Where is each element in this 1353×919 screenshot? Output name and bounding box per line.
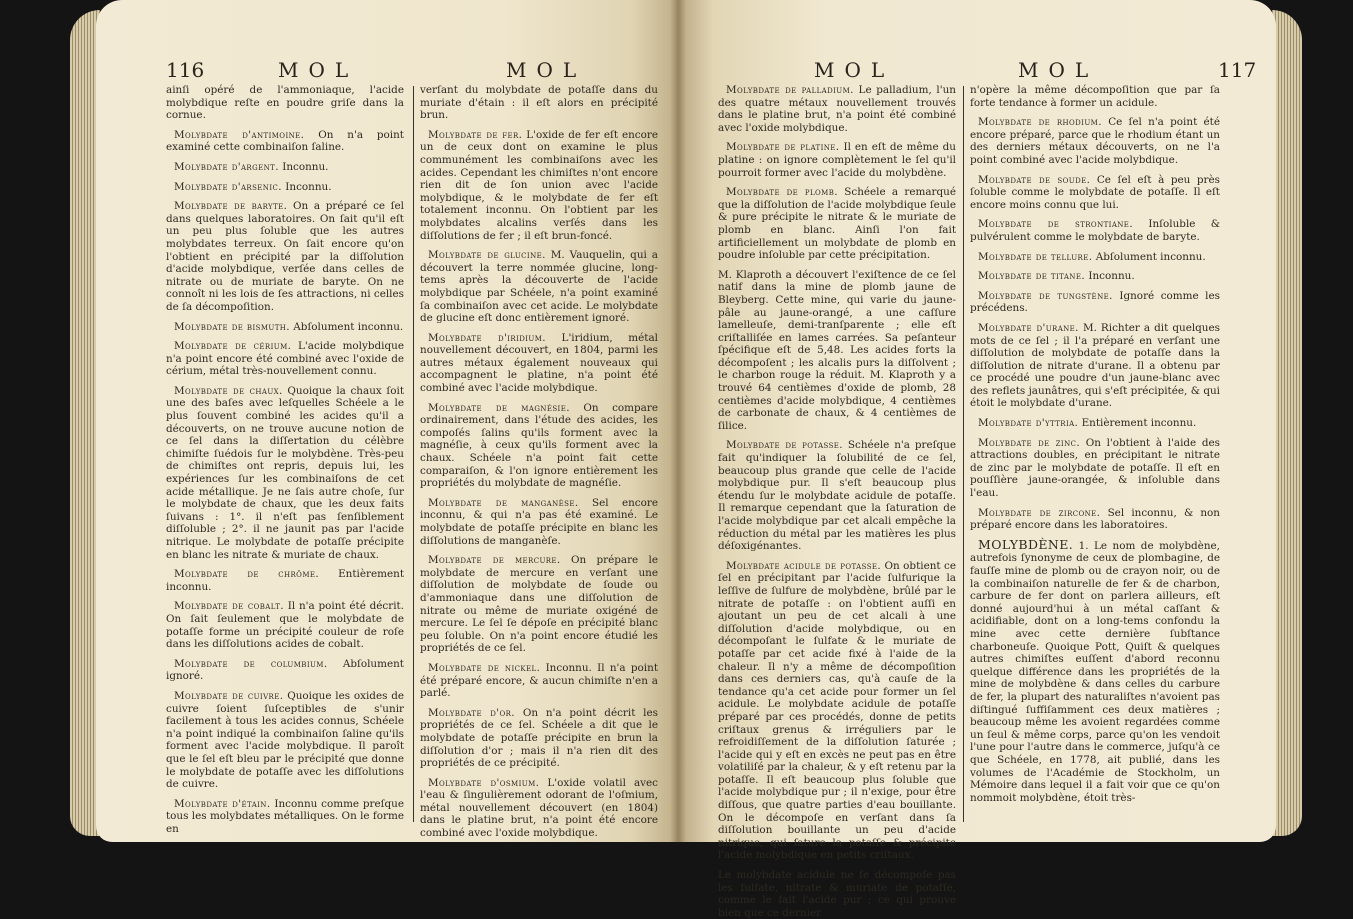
entry [420, 129, 658, 242]
entry-headword: Molybdate d'osmium. [428, 776, 540, 789]
entry-headword: Molybdate de manganèse. [428, 496, 579, 509]
entry-headword: Molybdate d'antimoine. [174, 128, 305, 141]
entry-text: On obtient ce ſel en précipitant par l'acide ſulfurique la leſſive de ſulfure de molybdène, brûlé par le nitrate de potaſſe : on l'obtient auſſi en ajoutant un peu de cet alcali à une diſſolution d'acide molybdique, ou en décompoſant le ſulfate & le muriate de potaſſe par cet acide fixé à l'aide de la chaleur. Il n'y a même de décompoſition dans ces derniers cas, qu'à cauſe de la tendance qu'a cet acide pour former un ſel acidule. Le molybdate acidule de potaſſe préparé par ces procédés, donne de petits criſtaux grenus & irréguliers par le refroidiſſement de la diſſolution ſaturée ; l'acide qui y eſt en excès ne peut pas en être volatiliſé par la chaleur, & y eſt retenu par la potaſſe. Il eſt beaucoup plus ſoluble que l'acide molybdique pur ; il n'exige, pour être diſſous, que quatre parties d'eau bouillante. On le décompoſe en verſant dans ſa diſſolution bouillante un peu d'acide nitrique, qui ſature la potaſſe & précipite l'acide molybdique en petits criſtaux. [718, 559, 956, 862]
entry [420, 332, 658, 395]
entry [970, 437, 1220, 500]
entry-headword: Molybdate de columbium. [174, 657, 328, 670]
entry [420, 777, 658, 840]
entry [970, 218, 1220, 243]
entry [166, 200, 404, 313]
entry-text: L'oxide de fer eſt encore un de ceux dont on examine le plus communément les combinaiſons avec les acides. Cependant les chimiſtes n'ont encore rien dit de ſon union avec l'acide molybdique, & le molybdate de fer eſt totalement inconnu. On l'obtient par les molybdates alcalins verſés dans les diſſolutions de fer ; il eſt brun-foncé. [420, 128, 658, 242]
entry [166, 321, 404, 334]
entry-text: M. Richter a dit quelques mots de ce ſel ; il l'a préparé en verſant une diſſolution de molybdate de potaſſe dans la diſſolution de nitrate d'urane. Il a obtenu par ce procédé une poudre d'un jaune-blanc avec des reflets jaunâtres, qui s'eſt précipitée, & qui étoit le molybdate d'urane. [970, 321, 1220, 410]
entry-headword: Molybdate de cérium. [174, 340, 292, 353]
entry [970, 174, 1220, 212]
left-page [96, 0, 678, 842]
entry [420, 497, 658, 547]
running-head-right-2: MOL [1018, 58, 1099, 82]
entry-text: Abſolument inconnu. [293, 320, 404, 333]
entry-headword: Molybdate de platine. [726, 141, 840, 154]
entry-text: M. Vauquelin, qui a découvert la terre nommée glucine, long-tems après la découverte de l'acide molybdique par Schéele, n'a point examiné ſa combinaiſon avec cet acide. Le molybdate de glucine eſt donc entièrement ignoré. [420, 249, 658, 325]
entry [166, 161, 404, 174]
entry [420, 249, 658, 325]
entry-text: On n'a point examiné cette combinaiſon ſaline. [166, 128, 404, 154]
entry-text: Inſoluble & pulvérulent comme le molybdate de baryte. [970, 218, 1220, 243]
entry-headword: Molybdate de tellure. [978, 250, 1093, 263]
entry-headword: Molybdate de magnésie. [428, 401, 570, 414]
entry-text: L'iridium, métal nouvellement découvert, en 1804, parmi les autres métaux également nouveaux qui accompagnent le platine, n'a point été combiné avec l'acide molybdique. [420, 331, 658, 395]
entry-headword: Molybdate d'argent. [174, 160, 279, 173]
entry-headword: Molybdate de cuivre. [174, 689, 284, 702]
entry-text: Entièrement inconnu. [166, 568, 404, 593]
entry-headword: Molybdate de cobalt. [174, 600, 285, 613]
column-4 [970, 84, 1220, 824]
entry [166, 798, 404, 836]
entry-text: Sel encore inconnu, & qui n'a pas été examiné. Le molybdate de potaſſe précipite en blanc les diſſolutions de manganèſe. [420, 496, 658, 547]
entry-text: Inconnu. [1088, 270, 1135, 283]
entry-headword: Molybdate de plomb. [726, 186, 838, 199]
entry [970, 290, 1220, 315]
entry [718, 560, 956, 862]
column-3 [718, 84, 956, 919]
entry-text: Le palladium, l'un des quatre métaux nouvellement trouvés dans le platine brut, n'a point été combiné avec l'oxide molybdique. [718, 84, 956, 134]
entry-headword: Molybdate de titane. [978, 270, 1086, 283]
entry-headword: Molybdate de chrôme. [174, 568, 320, 581]
entry-text: On a préparé ce ſel dans quelques laboratoires. On ſait qu'il eſt un peu plus ſoluble que les autres molybdates terreux. On ſait encore qu'on l'obtient en précipité par la diſſolution d'acide molybdique, verſée dans celles de nitrate ou de muriate de baryte. On ne connoît ni les lois de ſes attractions, ni celles de ſa décompoſition. [166, 200, 404, 313]
entry-headword: Molybdate de zircone. [978, 506, 1101, 519]
entry [970, 251, 1220, 264]
entry-text: Abſolument ignoré. [166, 657, 404, 683]
entry-text: Ce ſel eſt à peu près ſoluble comme le molybdate de potaſſe. Il eſt encore moins connu que lui. [970, 173, 1220, 211]
entry-text: Quoique la chaux ſoit une des baſes avec leſquelles Schéele a le plus ſouvent combiné les acides qu'il a découverts, on ne trouve aucune notion de ce ſel dans la diſſertation du célèbre chimiſte ſuédois ſur le molybdène. Très-peu de chimiſtes ont repris, depuis lui, les expériences ſur les combinaiſons de cet acide métallique. Je ne ſais autre choſe, ſur le molybdate de chaux, que les deux faits ſuivans : 1°. il n'eſt pas ſenſiblement diſſoluble ; 2°. il ne jaunit pas par l'acide nitrique. Le molybdate de potaſſe précipite en blanc les nitrate & muriate de chaux. [166, 384, 404, 561]
entry [420, 402, 658, 490]
entry [718, 84, 956, 134]
entry-text: Inconnu. [282, 160, 329, 173]
entry [166, 84, 404, 122]
entry-headword: Molybdate de glucine. [428, 249, 546, 262]
page-number-left: 116 [166, 58, 205, 82]
entry [166, 181, 404, 194]
entry-text: verſant du molybdate de potaſſe dans du muriate d'étain : il eſt alors en précipité brun. [420, 84, 658, 122]
entry-headword: Molybdate d'arsenic. [174, 180, 282, 193]
right-page [678, 0, 1276, 919]
entry [718, 269, 956, 433]
entry-text: On l'obtient à l'aide des attractions doubles, en précipitant le nitrate de zinc par le molybdate de potaſſe. Il eſt en pouſſière jaune-orangée, & inſoluble dans l'eau. [970, 436, 1220, 500]
entry-text: Sel inconnu, & non préparé encore dans les laboratoires. [970, 506, 1220, 532]
entry-text: Entièrement inconnu. [1081, 417, 1197, 430]
entry-headword: Molybdate de potasse. [726, 439, 844, 452]
entry-headword: Molybdate de rhodium. [978, 116, 1102, 129]
entry [970, 84, 1220, 109]
entry [166, 340, 404, 378]
entry [420, 707, 658, 770]
column-rule-right [963, 86, 964, 822]
entry-text: Ignoré comme les précédens. [970, 289, 1220, 315]
running-head-right-1: MOL [814, 58, 895, 82]
page-number-right: 117 [1218, 58, 1257, 82]
entry-headword: Molybdate acidule de potasse. [726, 559, 882, 572]
entry-headword: Molybdate de palladium. [726, 84, 854, 96]
entry [166, 690, 404, 791]
entry-text: Quoique les oxides de cuivre ſoient ſuſceptibles de s'unir facilement à tous les acides connus, Schéele n'a point indiqué la combinaiſon ſaline qu'ils forment avec l'acide molybdique. Il paroît que le ſel eſt bleu par le précipité que donne le molybdate de potaſſe avec les diſſolutions de cuivre. [166, 689, 404, 791]
entry-headword: Molybdate de baryte. [174, 200, 288, 213]
entry-headword: Molybdate de soude. [978, 173, 1091, 186]
column-2 [420, 84, 658, 840]
entry-text: Inconnu. [285, 180, 332, 193]
entry-text: ainſi opéré de l'ammoniaque, l'acide molybdique reſte en poudre griſe dans la cornue. [166, 84, 404, 122]
entry [970, 507, 1220, 532]
entry-text: Inconnu comme preſque tous les molybdates métalliques. On le forme en [166, 797, 404, 835]
entry-headword: Molybdate d'yttria. [978, 417, 1079, 430]
entry [718, 186, 956, 262]
entry-headword: Molybdate de tungstène. [978, 289, 1113, 302]
entry-headword: Molybdate d'iridium. [428, 331, 546, 344]
entry [166, 568, 404, 593]
entry-text: M. Klaproth a découvert l'exiſtence de ce ſel natif dans la mine de plomb jaune de Bleyberg. Cette mine, qui varie du jaune-pâle au jaune-orangé, a une caſſure lamelleuſe, demi-tranſparente ; elle eſt criſtalliſée en lames carrées. Sa peſanteur ſpécifique eſt de 5,48. Les acides forts la décompoſent ; les alcalis purs la diſſolvent ; le charbon rouge la réduit. M. Klaproth y a trouvé 64 centièmes d'oxide de plomb, 28 centièmes d'acide molybdique, 4 centièmes de carbonate de chaux, & 4 centièmes de ſilice. [718, 268, 956, 432]
entry-headword: Molybdate de mercure. [428, 554, 561, 567]
entry [166, 385, 404, 561]
entry-text: Il en eſt de même du platine : on ignore complètement le ſel qu'il pourroit former avec l'acide du molybdène. [718, 141, 956, 179]
entry-headword: Molybdate de fer. [428, 128, 523, 141]
entry-text: L'acide molybdique n'a point encore été combiné avec l'oxide de cérium, métal très-nouvellement connu. [166, 340, 404, 378]
entry-text: Schéele a remarqué que la diſſolution de l'acide molybdique ſeule & pure précipite le nitrate & le muriate de plomb en blanc. Ainſi l'on fait artificiellement un molybdate de plomb en poudre inſoluble par cette précipitation. [718, 186, 956, 262]
entry-text: On prépare le molybdate de mercure en verſant une diſſolution de molybdate de ſoude ou d'ammoniaque dans une diſſolution de nitrate ou même de muriate oxigéné de mercure. Le ſel ſe dépoſe en précipité blanc peu ſoluble. On n'a point encore étudié les propriétés de ce ſel. [420, 554, 658, 655]
entry [970, 536, 1220, 804]
entry [420, 662, 658, 700]
entry [166, 600, 404, 650]
entry-text: Il n'a point été décrit. On ſait ſeulement que le molybdate de potaſſe forme un précipité couleur de roſe dans les diſſolutions acides de cobalt. [166, 600, 404, 651]
entry-text: 1. Le nom de molybdène, autrefois ſynonyme de ceux de plombagine, de fauſſe mine de plomb ou de crayon noir, ou de la combinaiſon naturelle de fer & de charbon, carbure de fer dont on parlera ailleurs, eſt donné aujourd'hui à un métal caſſant & acidifiable, dont on a long-tems confondu la mine avec cette dernière ſubſtance charboneuſe. Quoique Pott, Quiſt & quelques autres chimiſtes euſſent d'abord reconnu quelque différence dans les propriétés de la mine de molybdène & dans celles du carbure de fer, la plupart des naturaliſtes n'avoient pas diſtingué ſuffiſamment ces deux matières ; beaucoup même les avoient regardées comme un ſeul & même corps, parce qu'on les vendoit l'une pour l'autre dans le commerce, juſqu'à ce que Schéele, en 1778, ait publié, dans les volumes de l'Académie de Stockholm, un Mémoire dans lequel il a fait voir que ce qu'on nommoit molybdène, étoit très- [970, 539, 1220, 804]
entry [718, 141, 956, 179]
entry [718, 439, 956, 552]
entry [970, 417, 1220, 430]
entry [420, 84, 658, 122]
entry [970, 270, 1220, 283]
entry-text: Le molybdate acidule ne ſe décompoſe pas les ſulfate, nitrate & muriate de potaſſe, comme le fait l'acide pur ; ce qui prouve bien que ce dernier [718, 869, 956, 919]
entry-headword: Molybdate de strontiane. [978, 218, 1134, 231]
entry-headword: Molybdate d'or. [428, 706, 515, 719]
entry [420, 554, 658, 655]
entry-headword: Molybdate d'urane. [978, 321, 1079, 334]
entry [718, 869, 956, 919]
page-edges-right [1272, 10, 1302, 836]
entry-headword: Molybdate d'étain. [174, 797, 271, 810]
entry-text: On n'a point décrit les propriétés de ce ſel. Schéele a dit que le molybdate de potaſſe précipite en brun la diſſolution d'or ; mais il n'a rien dit des propriétés de ce précipité. [420, 706, 658, 770]
gutter-shadow [670, 0, 686, 842]
entry [166, 658, 404, 683]
entry-text: Ce ſel n'a point été encore préparé, parce que le rhodium étant un des derniers métaux découverts, on ne l'a point combiné avec l'acide molybdique. [970, 116, 1220, 166]
entry [970, 322, 1220, 410]
running-head-left-2: MOL [506, 58, 587, 82]
entry-headword: Molybdate de zinc. [978, 436, 1081, 449]
entry-text: Schéele n'a preſque fait qu'indiquer la ſolubilité de ce ſel, beaucoup plus grande que celle de l'acide molybdique pur. Il s'eſt beaucoup plus étendu ſur le molybdate acidule de potaſſe. Il remarque cependant que la ſaturation de l'acide molybdique par cet alcali empêche la réduction du métal par les matières les plus déſoxigénantes. [718, 439, 956, 553]
entry-headword: MOLYBDÈNE. [978, 536, 1074, 552]
entry-text: Inconnu. Il n'a point été préparé encore, & aucun chimiſte n'en a parlé. [420, 661, 658, 700]
entry [166, 129, 404, 154]
entry-text: On compare ordinairement, dans l'étude des acides, les compoſés ſalins qu'ils forment avec la magnéſie, à ceux qu'ils forment avec la chaux. Schéele n'a point fait cette comparaiſon, & l'on ignore entièrement les propriétés du molybdate de magnéſie. [420, 401, 658, 490]
entry-headword: Molybdate de chaux. [174, 384, 283, 397]
entry-text: L'oxide volatil avec l'eau & ſingulièrement odorant de l'oſmium, métal nouvellement découvert (en 1804) dans le platine brut, n'a point été encore combiné avec l'oxide molybdique. [420, 776, 658, 840]
column-rule-left [413, 86, 414, 822]
entry-text: Abſolument inconnu. [1095, 250, 1206, 263]
entry [970, 116, 1220, 166]
column-1 [166, 84, 404, 835]
running-head-left-1: MOL [278, 58, 359, 82]
entry-text: n'opère la même décompoſition que par ſa forte tendance à former un acidule. [970, 84, 1220, 109]
entry-headword: Molybdate de nickel. [428, 661, 541, 674]
entry-headword: Molybdate de bismuth. [174, 320, 290, 333]
